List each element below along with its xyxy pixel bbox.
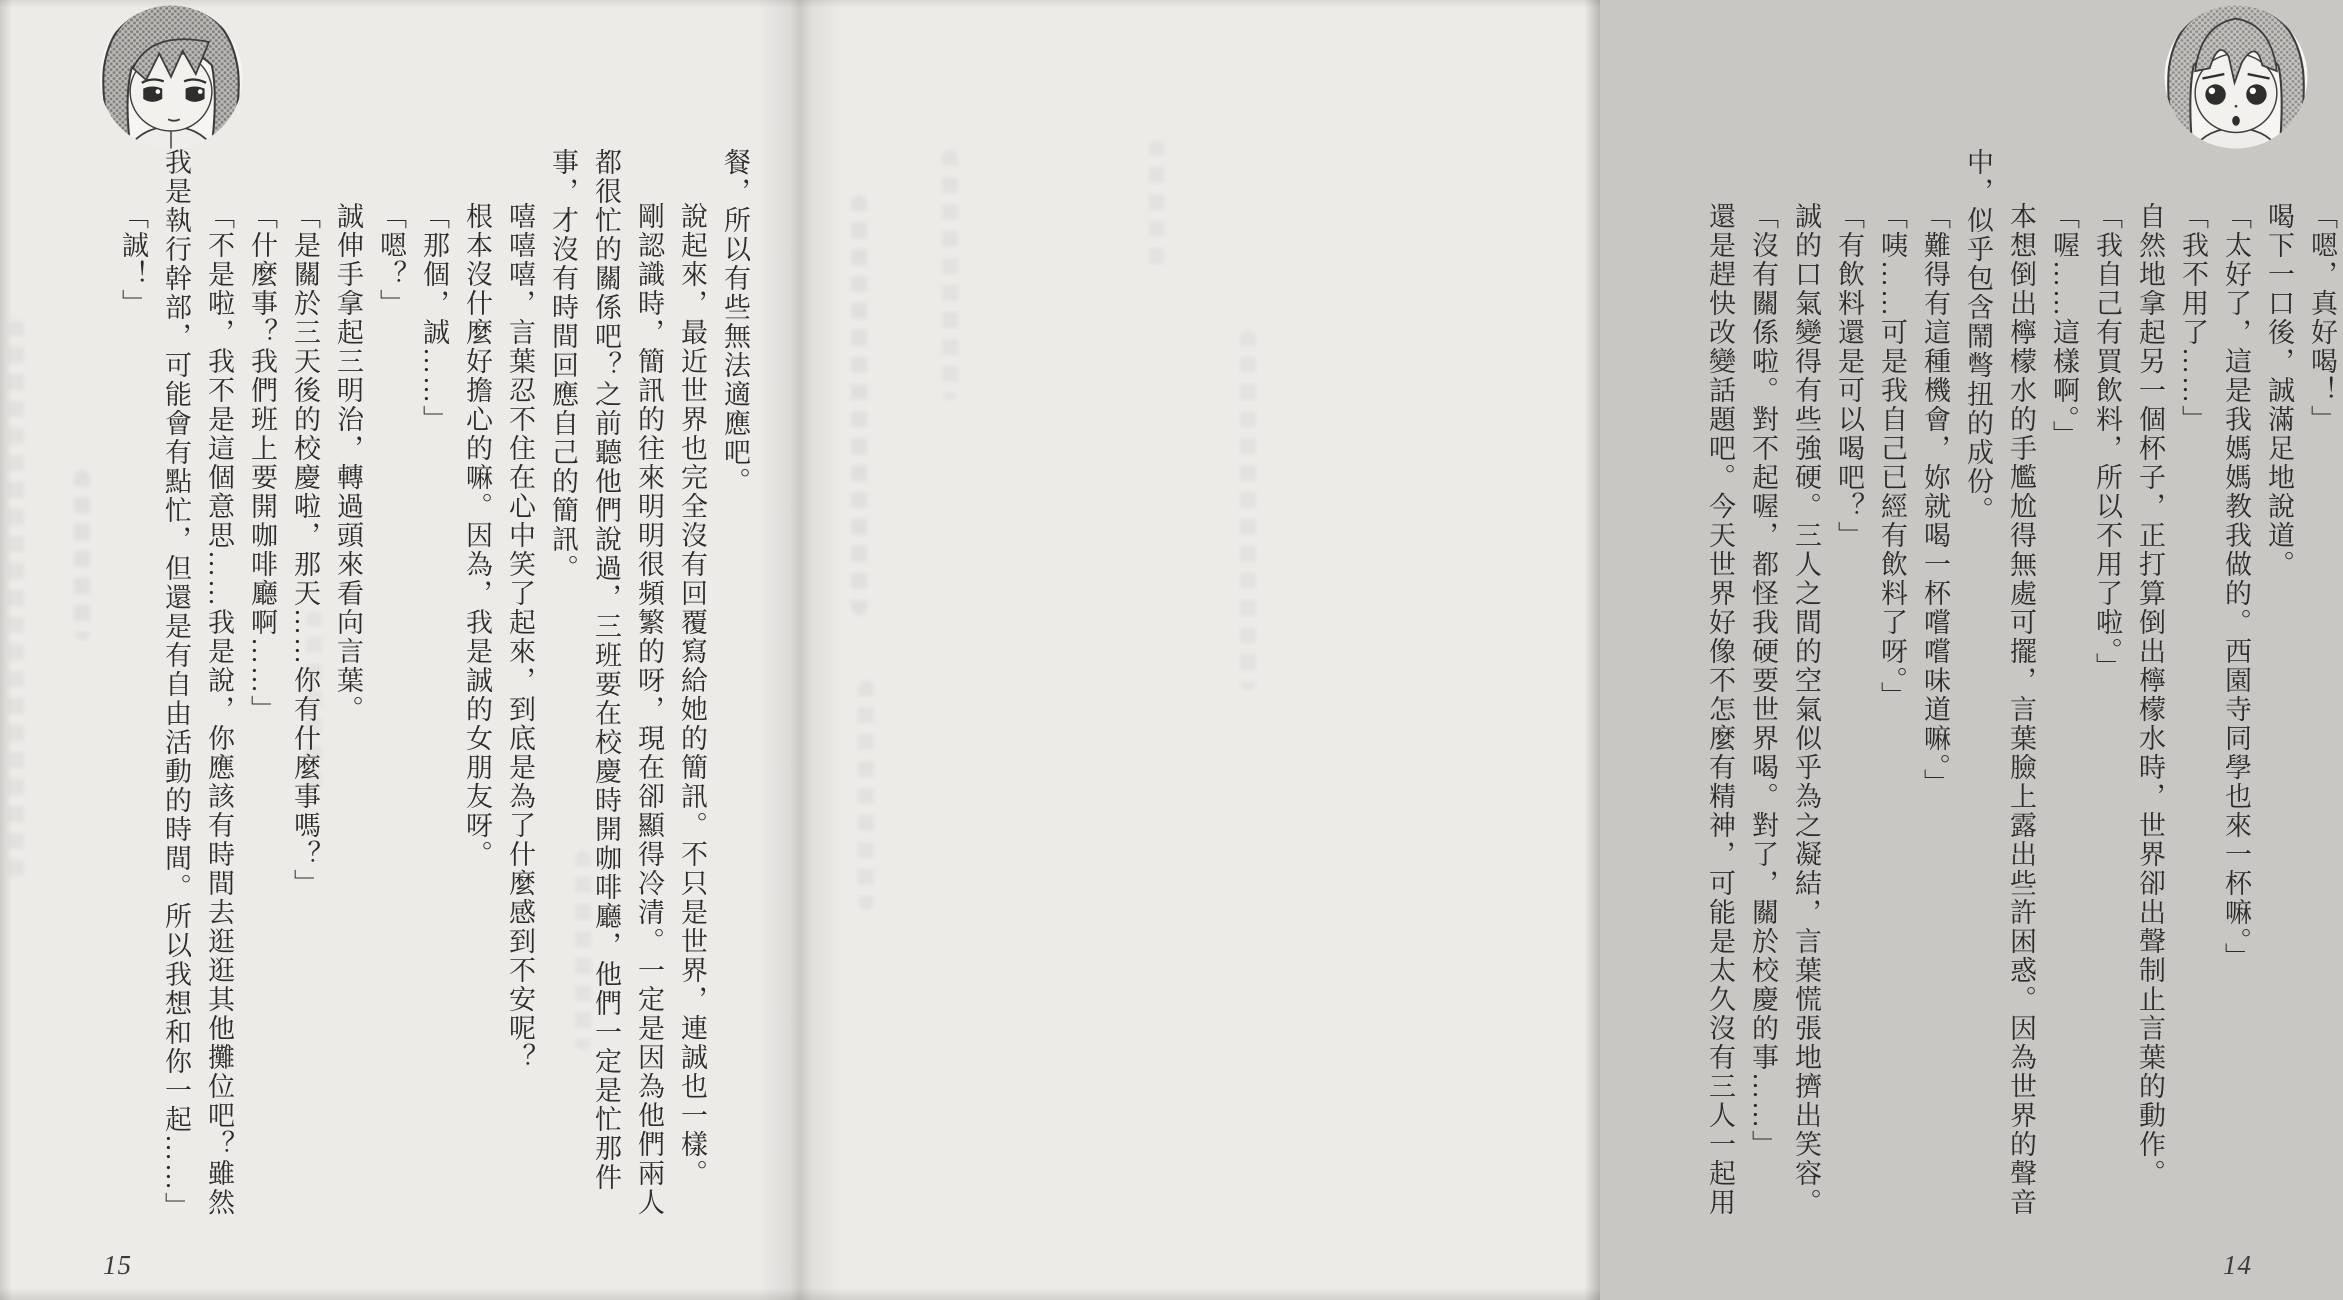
paragraph: 嘻嘻嘻，言葉忍不住在心中笑了起來，到底是為了什麼感到不安呢？ xyxy=(505,202,535,1072)
paragraph: 根本沒什麼好擔心的嘛。因為，我是誠的女朋友呀。 xyxy=(462,202,492,869)
paragraph: 「沒有關係啦。對不起喔，都怪我硬要世界喝。對了，關於校慶的事……」 xyxy=(1748,202,1778,1159)
anime-girl-portrait-icon xyxy=(2163,4,2309,150)
bleed-through-artifact xyxy=(1149,140,1165,270)
right-page-number: 14 xyxy=(2223,1250,2252,1280)
paragraph: 說起來，最近世界也完全沒有回覆寫給她的簡訊。不只是世界，連誠也一樣。 xyxy=(677,202,707,1188)
left-page-text xyxy=(111,148,756,1228)
paragraph: 「難得有這種機會，妳就喝一杯嚐嚐味道嘛。」 xyxy=(1920,202,1950,798)
paragraph: 「我自己有買飲料，所以不用了啦。」 xyxy=(2092,202,2122,682)
bleed-through-artifact xyxy=(858,680,874,910)
bleed-through-artifact xyxy=(8,320,24,880)
paragraph: 誠的口氣變得有些強硬。三人之間的空氣似乎為之凝結，言葉慌張地擠出笑容。 xyxy=(1791,202,1821,1217)
paragraph: 「嗯？」 xyxy=(376,202,406,318)
bleed-through-artifact xyxy=(942,150,958,400)
bleed-through-artifact xyxy=(851,195,867,615)
paragraph: 喝下一口後，誠滿足地說道。 xyxy=(2264,202,2294,579)
paragraph: 「有飲料還是可以喝吧？」 xyxy=(1834,202,1864,550)
paragraph: 「太好了，這是我媽媽教我做的。西園寺同學也來一杯嘛。」 xyxy=(2221,202,2251,972)
page-right xyxy=(795,0,2337,1300)
paragraph: 「不是啦，我不是這個意思……我是說，你應該有時間去逛逛其他攤位吧？雖然我是執行幹部，可能會有點忙，但還是有自由活動的時間。所以我想和你一起……」 xyxy=(161,148,234,1221)
paragraph: 還是趕快改變話題吧。今天世界好像不怎麼有精神，可能是太久沒有三人一起用 xyxy=(1705,202,1735,1217)
paragraph: 「那個，誠……」 xyxy=(419,202,449,434)
paragraph: 「嗯，真好喝！」 xyxy=(2307,202,2337,434)
paragraph: 「喔……這樣啊。」 xyxy=(2049,202,2079,450)
paragraph: 本想倒出檸檬水的手尷尬得無處可擺，言葉臉上露出些許困惑。因為世界的聲音中，似乎包含鬧彆扭的成份。 xyxy=(1963,148,2036,1217)
paragraph: 「咦……可是我自己已經有飲料了呀。」 xyxy=(1877,202,1907,711)
paragraph: 「誠！」 xyxy=(118,202,148,318)
paragraph: 「我不用了……」 xyxy=(2178,202,2208,434)
paragraph: 誠伸手拿起三明治，轉過頭來看向言葉。 xyxy=(333,202,363,724)
paragraph: 「什麼事？我們班上要開咖啡廳啊……」 xyxy=(247,202,277,724)
paragraph: 自然地拿起另一個杯子，正打算倒出檸檬水時，世界卻出聲制止言葉的動作。 xyxy=(2135,202,2165,1188)
paragraph: 「是關於三天後的校慶啦，那天……你有什麼事嗎？」 xyxy=(290,202,320,898)
paragraph: 剛認識時，簡訊的往來明明很頻繁的呀，現在卻顯得冷清。一定是因為他們兩人都很忙的關係吧？之前聽他們說過，三班要在校慶時開咖啡廳，他們一定是忙那件事，才沒有時間回應自己的簡訊。 xyxy=(548,148,664,1217)
left-avatar xyxy=(98,4,244,150)
paragraph: 餐，所以有些無法適應吧。 xyxy=(720,148,750,496)
left-page-number: 15 xyxy=(103,1250,132,1280)
bleed-through-artifact xyxy=(1240,330,1256,690)
right-avatar xyxy=(2163,4,2309,150)
bleed-through-artifact xyxy=(74,470,90,640)
anime-girl-portrait-icon xyxy=(98,4,244,150)
page-left xyxy=(0,0,795,1300)
right-page-text xyxy=(1695,148,2343,1228)
